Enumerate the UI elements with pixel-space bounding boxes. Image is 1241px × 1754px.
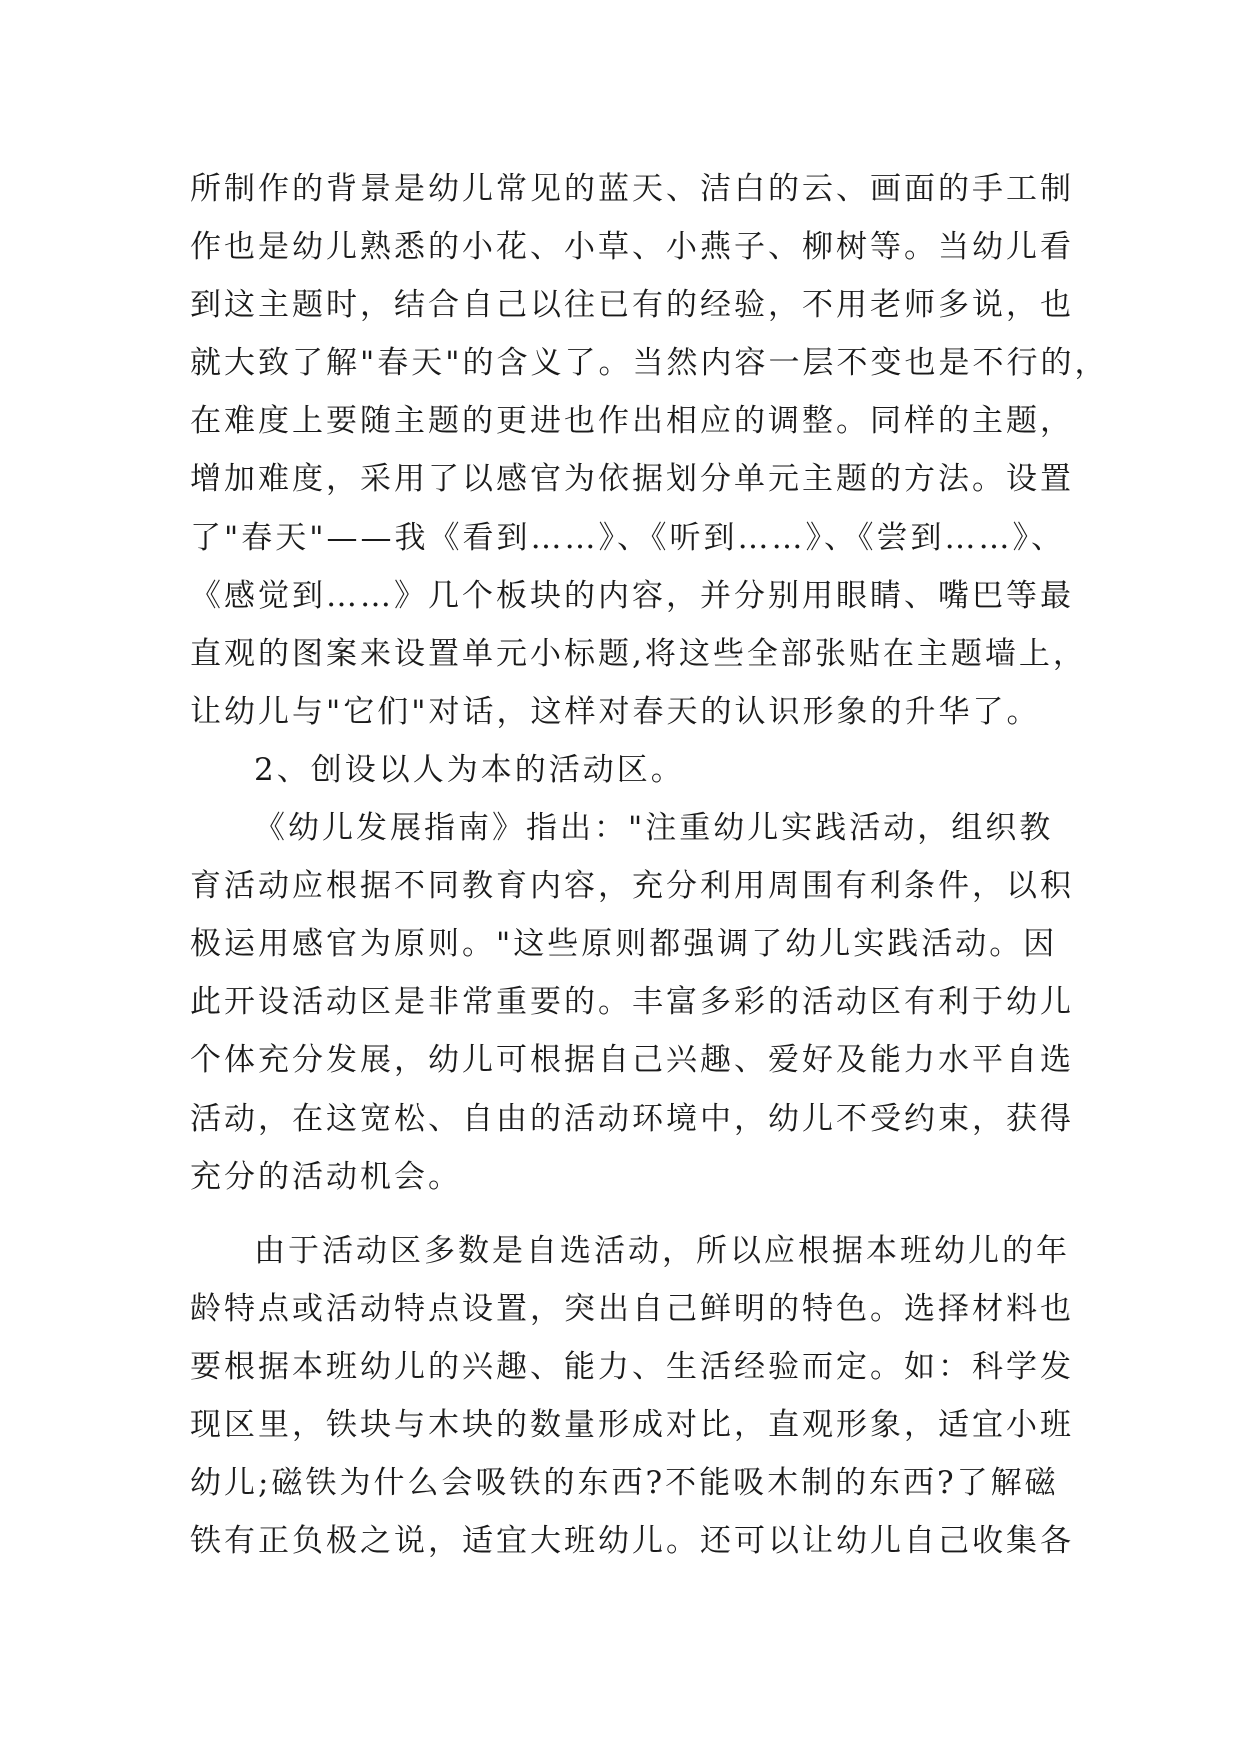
text-line: 作也是幼儿熟悉的小花、小草、小燕子、柳树等。当幼儿看 bbox=[190, 229, 1074, 266]
text-line: 此开设活动区是非常重要的。丰富多彩的活动区有利于幼儿 bbox=[190, 984, 1074, 1021]
text-line: 就大致了解"春天"的含义了。当然内容一层不变也是不行的， bbox=[190, 345, 1109, 382]
text-line: 极运用感官为原则。"这些原则都强调了幼儿实践活动。因 bbox=[190, 926, 1058, 963]
text-line: 直观的图案来设置单元小标题,将这些全部张贴在主题墙上， bbox=[190, 635, 1087, 672]
document-body bbox=[190, 160, 1109, 1570]
text-line: 育活动应根据不同教育内容，充分利用周围有利条件，以积 bbox=[190, 868, 1074, 905]
paragraph-guide-quote bbox=[190, 799, 1074, 1206]
text-line: 了"春天"——我《看到……》、《听到……》、《尝到……》、 bbox=[190, 519, 1066, 556]
text-line: 充分的活动机会。 bbox=[190, 1158, 462, 1195]
text-line: 由于活动区多数是自选活动，所以应根据本班幼儿的年 bbox=[254, 1232, 1070, 1269]
text-line: 个体充分发展，幼儿可根据自己兴趣、爱好及能力水平自选 bbox=[190, 1042, 1074, 1079]
text-line: 所制作的背景是幼儿常见的蓝天、洁白的云、画面的手工制 bbox=[190, 171, 1074, 207]
text-line: 活动，在这宽松、自由的活动环境中，幼儿不受约束，获得 bbox=[190, 1100, 1074, 1137]
text-line: 《幼儿发展指南》指出："注重幼儿实践活动，组织教 bbox=[254, 810, 1054, 847]
text-line: 到这主题时，结合自己以往已有的经验，不用老师多说，也 bbox=[190, 287, 1074, 324]
text-line: 铁有正负极之说，适宜大班幼儿。还可以让幼儿自己收集各 bbox=[190, 1523, 1074, 1560]
text-line: 现区里，铁块与木块的数量形成对比，直观形象，适宜小班 bbox=[190, 1406, 1074, 1443]
text-line: 幼儿;磁铁为什么会吸铁的东西?不能吸木制的东西?了解磁 bbox=[190, 1465, 1059, 1502]
text-line: 《感觉到……》几个板块的内容，并分别用眼睛、嘴巴等最 bbox=[190, 577, 1074, 614]
text-line: 在难度上要随主题的更进也作出相应的调整。同样的主题， bbox=[190, 403, 1074, 440]
paragraph-spacer bbox=[190, 1206, 1052, 1222]
paragraph-spring-theme bbox=[190, 160, 1109, 741]
text-line: 要根据本班幼儿的兴趣、能力、生活经验而定。如：科学发 bbox=[190, 1348, 1074, 1385]
section-heading: 2、创设以人为本的活动区。 bbox=[254, 751, 685, 788]
paragraph-activity-area bbox=[190, 1222, 1074, 1571]
text-line: 龄特点或活动特点设置，突出自己鲜明的特色。选择材料也 bbox=[190, 1290, 1074, 1327]
text-line: 让幼儿与"它们"对话，这样对春天的认识形象的升华了。 bbox=[190, 693, 1041, 730]
text-line: 增加难度，采用了以感官为依据划分单元主题的方法。设置 bbox=[190, 461, 1074, 498]
